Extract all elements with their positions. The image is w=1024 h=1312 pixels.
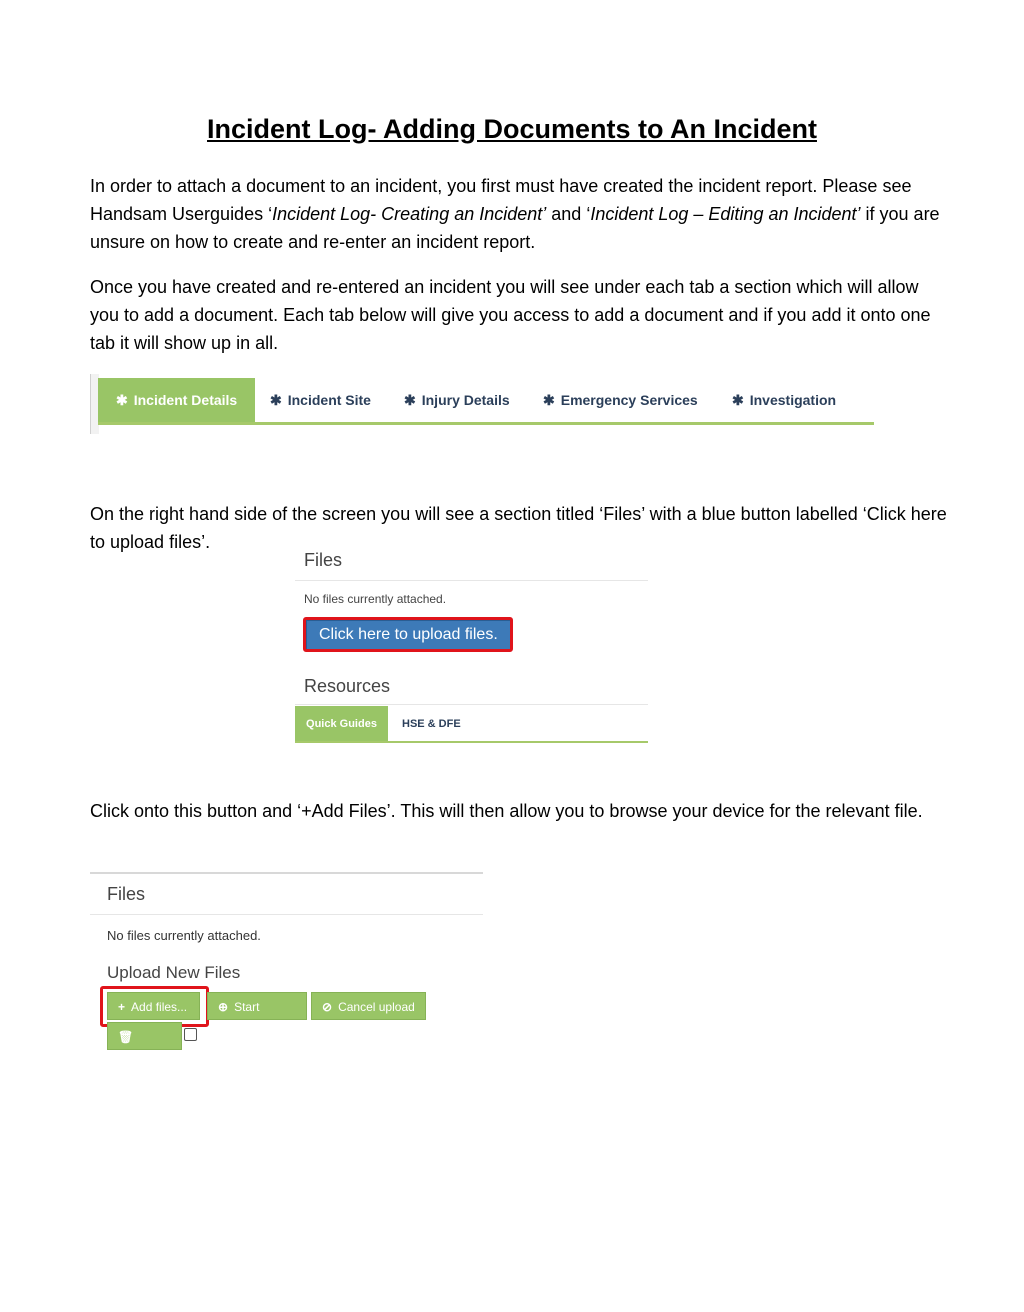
tab-bar-underline — [98, 422, 874, 425]
tab-incident-site[interactable] — [270, 378, 371, 422]
button-label: Add files... — [131, 1000, 188, 1014]
intro-text-1: In order to attach a document to an incident, you first must have created the incident report. Please see Handsam Userguides ‘ — [90, 176, 912, 224]
no-files-text: No files currently attached. — [304, 592, 447, 606]
tab-label: Injury Details — [421, 392, 510, 408]
tab-label: Emergency Services — [560, 392, 698, 408]
incident-tab-bar — [90, 374, 874, 428]
tab-quick-guides[interactable]: Quick Guides — [295, 706, 388, 743]
upload-new-files-heading: Upload New Files — [107, 963, 241, 982]
top-border — [90, 872, 483, 874]
intro-paragraph — [90, 172, 940, 256]
files-heading: Files — [304, 550, 343, 570]
resources-heading: Resources — [304, 676, 391, 696]
tab-label: Investigation — [749, 392, 837, 408]
asterisk-icon: ✱ — [543, 392, 555, 408]
guide-reference-editing: Incident Log – Editing an Incident’ — [590, 204, 861, 224]
asterisk-icon: ✱ — [270, 392, 282, 408]
resource-tabs-underline — [295, 741, 648, 743]
tab-incident-details[interactable] — [98, 378, 255, 422]
tab-emergency-services[interactable] — [543, 378, 698, 422]
document-title: Incident Log- Adding Documents to An Incident — [207, 114, 817, 144]
select-all-checkbox[interactable] — [184, 1028, 197, 1041]
button-label: Start upload — [218, 1000, 260, 1042]
upload-files-button[interactable]: Click here to upload files. — [306, 620, 511, 650]
tab-label: Incident Details — [133, 392, 238, 408]
cancel-upload-button[interactable] — [311, 992, 426, 1020]
no-files-text: No files currently attached. — [107, 928, 261, 943]
trash-icon: 🗑 — [118, 1030, 134, 1044]
files-panel — [295, 546, 648, 746]
delete-button[interactable] — [107, 1022, 182, 1072]
intro-text-3: if you are unsure on how to create and re-enter an incident report. — [90, 204, 940, 252]
button-label: Cancel upload — [338, 1000, 415, 1014]
circle-plus-icon: ⊕ — [218, 1000, 229, 1014]
add-files-paragraph: Click onto this button and ‘+Add Files’. This will then allow you to browse your device for the relevant file. — [90, 801, 923, 821]
ban-icon: ⊘ — [322, 1000, 333, 1014]
divider — [295, 580, 648, 581]
highlight-box — [100, 986, 209, 1027]
intro-text-2: and ‘ — [546, 204, 591, 224]
tab-hse-dfe[interactable]: HSE & DFE — [402, 718, 461, 730]
start-upload-button[interactable] — [207, 992, 307, 1042]
asterisk-icon: ✱ — [732, 392, 744, 408]
asterisk-icon: ✱ — [116, 392, 128, 408]
divider — [295, 704, 648, 705]
files-paragraph: On the right hand side of the screen you will see a section titled ‘Files’ with a blue button labelled ‘Click here to upload files’. — [90, 504, 947, 552]
upload-panel — [90, 870, 483, 1072]
highlight-box — [303, 617, 513, 652]
button-label: Delete — [118, 1058, 153, 1072]
files-heading: Files — [107, 884, 146, 904]
plus-icon: + — [118, 1000, 126, 1014]
tab-investigation[interactable] — [732, 378, 836, 422]
tabs-paragraph: Once you have created and re-entered an incident you will see under each tab a section which will allow you to add a document. Each tab below will give you access to add a document and if you add it onto one tab it will show up in all. — [90, 277, 931, 353]
tab-label: Incident Site — [287, 392, 371, 408]
tab-injury-details[interactable] — [404, 378, 510, 422]
guide-reference-creating: Incident Log- Creating an Incident’ — [272, 204, 547, 224]
divider — [90, 914, 483, 915]
resource-tabs — [295, 706, 648, 743]
asterisk-icon: ✱ — [404, 392, 416, 408]
